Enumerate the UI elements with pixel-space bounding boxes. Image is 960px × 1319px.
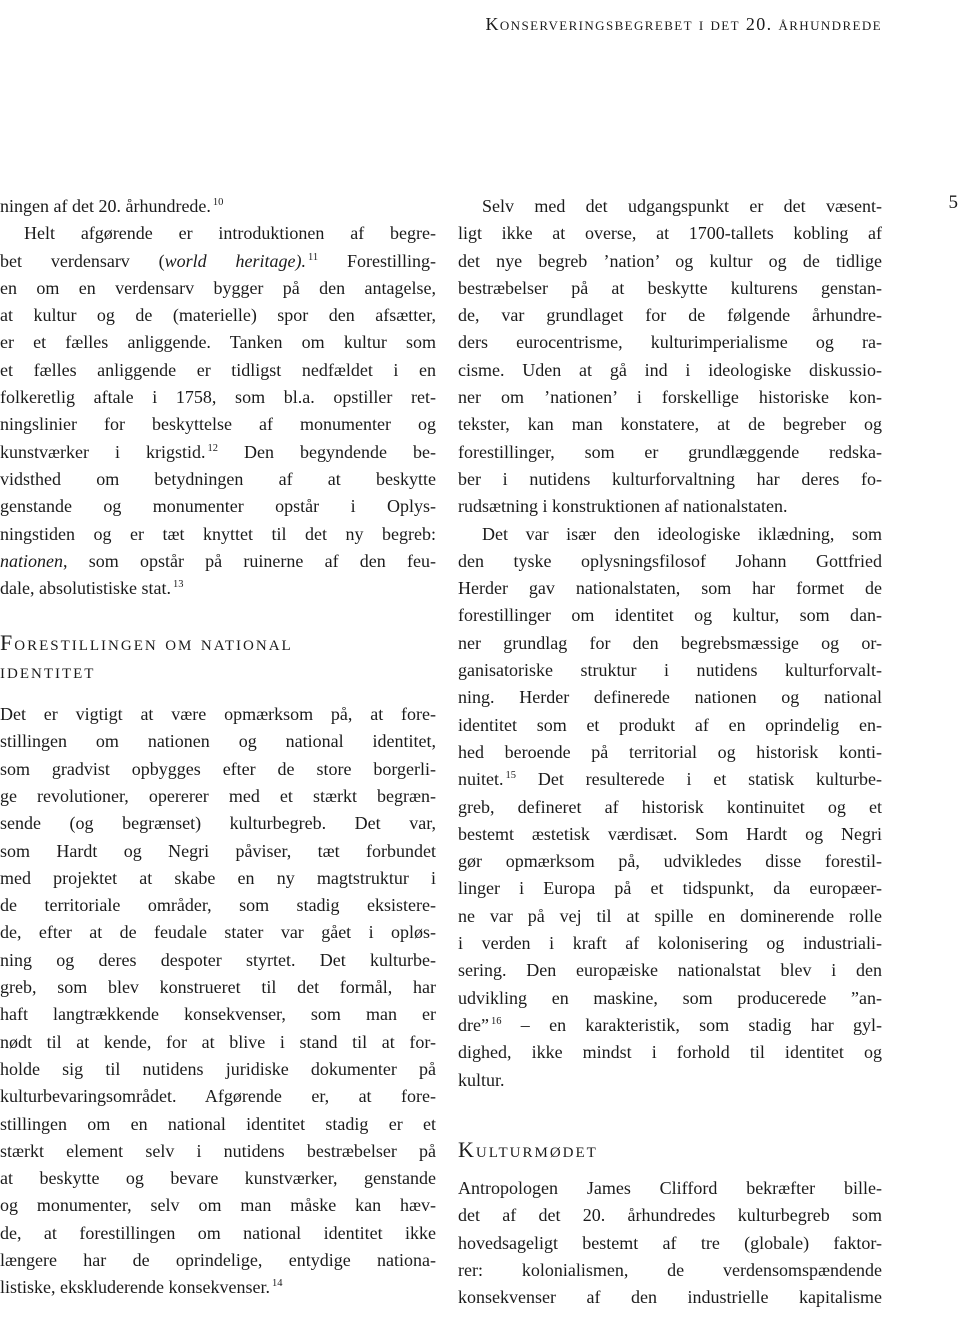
footnote-ref: 12	[207, 442, 219, 454]
text-line: ligt ikke at overse, at 1700-tallets kobling af	[458, 223, 882, 244]
text-line: at kultur og de (materielle) spor den afsætter,	[0, 305, 436, 326]
text-line: stærkt element selv i nutidens bestræbelser på	[0, 1140, 436, 1161]
text-line: ner om ’nationen’ i forskellige historiske kon-	[458, 387, 882, 408]
text-line: kunstværker i krigstid. $^{12}$ Den begyndende be-	[0, 441, 436, 462]
text-line: er et fælles anliggende. Tanken om kultur som	[0, 332, 436, 353]
text-line: cisme. Uden at gå ind i ideologiske diskussio-	[458, 359, 882, 380]
text-line: bestræbelser på at beskytte kulturens genstan-	[458, 277, 882, 298]
text-line: det nye begreb ’nation’ og kultur og de tidlige	[458, 250, 882, 271]
text-line: kulturbevaringsområdet. Afgørende er, at fore-	[0, 1086, 436, 1107]
footnote-ref: 11	[308, 251, 319, 263]
text-line: Helt afgørende er introduktionen af begre-	[24, 223, 436, 244]
text-line: folkeretlig aftale i 1758, som bl.a. opstiller ret-	[0, 387, 436, 408]
text-line: og monumenter, selv om man måske kan hæv-	[0, 1195, 436, 1216]
text-line: stillingen om en national identitet stadig er et	[0, 1113, 436, 1134]
text-line: ningen af det 20. århundrede. $^{10}$	[0, 196, 224, 216]
text-line: dale, absolutistiske stat. $^{13}$	[0, 578, 184, 599]
running-head: Konserveringsbegrebet i det 20. århundrede	[485, 14, 882, 34]
section-heading: Kulturmødet	[458, 1136, 598, 1162]
text-line: forestillinger, som er grundlæggende redska-	[458, 441, 882, 462]
text-line: ganisatoriske struktur i nutidens kulturforvalt-	[458, 660, 882, 681]
text-line: forestillinger om identitet og kultur, som dan-	[458, 605, 882, 626]
text-line: sende (og begrænset) kulturbegreb. Det var,	[0, 813, 436, 834]
text-line: bet verdensarv (world heritage). $^{11}$ Forestilling-	[0, 250, 436, 271]
text-line: ningslinier for beskyttelse af monumenter og	[0, 414, 436, 435]
text-line: som Hardt og Negri påviser, tæt forbundet	[0, 840, 436, 861]
section-heading: identitet	[0, 657, 96, 683]
text-line: ningstiden og er tæt knyttet til det ny begreb:	[0, 523, 436, 544]
text-line: genstande og monumenter opstår i Oplys-	[0, 496, 436, 517]
text-line: en om en verdensarv bygger på den antagelse,	[0, 277, 436, 298]
text-line: ber i nutidens kulturforvaltning har deres fo-	[458, 468, 882, 489]
text-line: vidsthed om betydningen af at beskytte	[0, 468, 436, 489]
text-line: ge revolutioner, opererer med et stærkt begræn-	[0, 785, 436, 806]
text-line: rer: kolonialismen, de verdensomspændende	[458, 1259, 882, 1280]
text-line: det af det 20. århundredes kulturbegreb som	[458, 1205, 882, 1226]
text-line: konsekvenser af den industrielle kapitalisme	[458, 1287, 882, 1308]
text-line: Det var især den ideologiske iklædning, som	[482, 523, 882, 544]
page-number: 5	[948, 192, 958, 213]
text-line: nationen, som opstår på ruinerne af den feu-	[0, 550, 436, 571]
right-column	[458, 193, 882, 1312]
text-line: længere har de oprindelige, entydige nationa-	[0, 1249, 436, 1270]
text-line: de, var grundlaget for de følgende århundre-	[458, 305, 882, 326]
text-line: som gradvist opbygges efter de store borgerli-	[0, 758, 436, 779]
text-line: bestemt æstetisk værdisæt. Som Hardt og Negri	[458, 823, 882, 844]
text-line: holde sig til nutidens juridiske dokumenter på	[0, 1058, 436, 1079]
text-line: Det er vigtigt at være opmærksom på, at fore-	[0, 704, 436, 725]
section-heading: Forestillingen om national	[0, 630, 293, 656]
text-line: nødt til at kende, for at blive i stand til at for-	[0, 1031, 436, 1052]
text-line: ning. Herder definerede nationen og national	[458, 687, 882, 708]
text-line: at beskytte og bevare kunstværker, genstande	[0, 1168, 436, 1189]
text-line: hovedsageligt bestemt af tre (globale) faktor-	[458, 1232, 882, 1253]
text-line: de, at forestillingen om national identitet ikke	[0, 1222, 436, 1243]
text-line: gør opmærksom på, udvikledes disse forestil-	[458, 851, 882, 872]
text-line: kultur.	[458, 1069, 505, 1090]
text-line: stillingen om nationen og national identitet,	[0, 731, 436, 752]
text-line: listiske, ekskluderende konsekvenser. $^{14}$	[0, 1277, 283, 1298]
text-line: ner grundlag for den begrebsmæssige og or-	[458, 632, 882, 653]
footnote-ref: 13	[172, 579, 184, 591]
text-line: ders eurocentrisme, kulturimperialisme og ra-	[458, 332, 882, 353]
text-line: hed beroende på territorial og historisk konti-	[458, 741, 882, 762]
text-line: med projektet at skabe en ny magtstruktur i	[0, 867, 436, 888]
text-line: i verden i kraft af kolonisering og industriali-	[458, 933, 882, 954]
footnote-ref: 10	[212, 197, 224, 208]
footnote-ref: 16	[490, 1015, 502, 1027]
footnote-ref: 15	[505, 770, 516, 782]
text-line: dre” $^{16}$ – en karakteristik, som stadig har gyl-	[458, 1014, 882, 1035]
text-line: greb, som blev konstrueret til det formål, har	[0, 977, 436, 998]
text-line: ning og deres despoter styrtet. Det kulturbe-	[0, 949, 436, 970]
text-line: haft langtrækkende konsekvenser, som man er	[0, 1004, 436, 1025]
text-line: linger i Europa på et tidspunkt, da europæer-	[458, 878, 882, 899]
text-line: udvikling en maskine, som producerede ”an-	[458, 987, 882, 1008]
text-line: de, efter at de feudale stater var gået i opløs-	[0, 922, 436, 943]
text-line: sering. Den europæiske nationalstat blev i den	[458, 960, 882, 981]
text-line: de territoriale områder, som stadig eksistere-	[0, 895, 436, 916]
text-line: rudsætning i konstruktionen af nationalstaten.	[458, 496, 788, 517]
text-line: et fælles anliggende er tidligst nedfældet i en	[0, 359, 436, 380]
text-line: Herder gav nationalstaten, som har formet de	[458, 578, 882, 599]
left-column	[0, 193, 436, 1302]
text-line: greb, defineret af historisk kontinuitet og et	[458, 796, 882, 817]
text-line: identitet som et produkt af en oprindelig en-	[458, 714, 882, 735]
text-line: den tyske oplysningsfilosof Johann Gottfried	[458, 550, 882, 571]
text-line: nuitet. $^{15}$ Det resulterede i et statisk kulturbe-	[458, 769, 882, 790]
text-line: Antropologen James Clifford bekræfter bille-	[458, 1178, 882, 1199]
footnote-ref: 14	[271, 1278, 283, 1290]
text-line: dighed, ikke mindst i forhold til identitet og	[458, 1042, 882, 1063]
text-line: Selv med det udgangspunkt er det væsent-	[482, 196, 882, 216]
text-line: tekster, kan man konstatere, at de begreber og	[458, 414, 882, 435]
text-line: ne var på vej til at spille en dominerende rolle	[458, 905, 882, 926]
